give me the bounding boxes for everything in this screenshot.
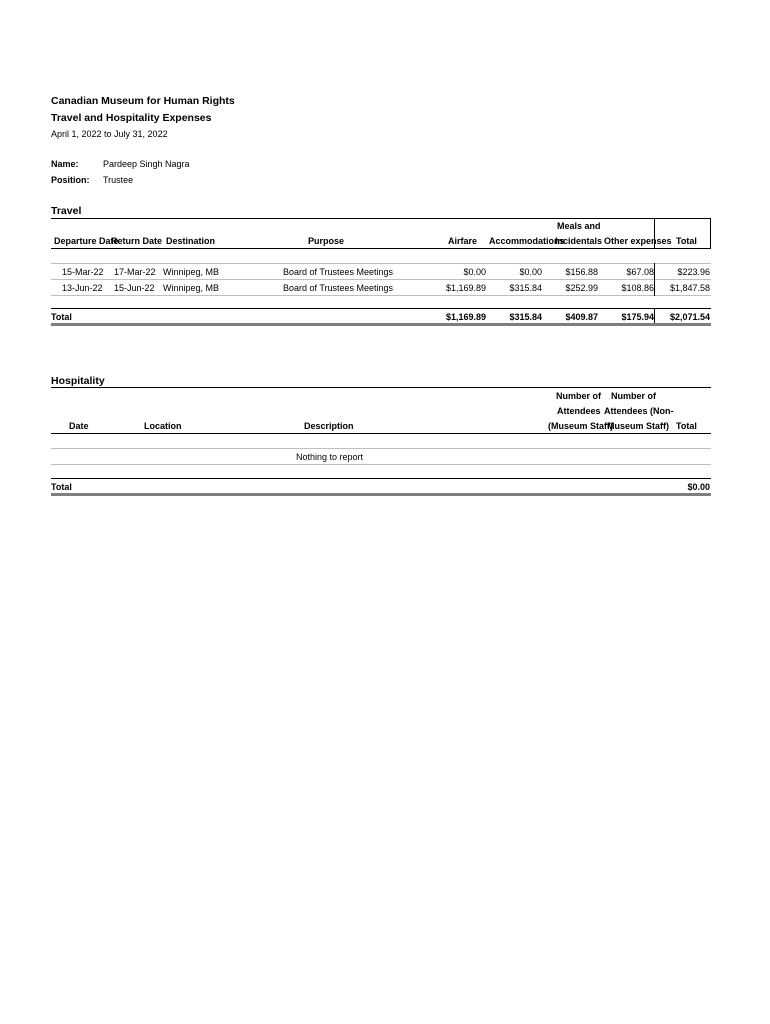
- travel-total-accommodations: $315.84: [509, 312, 542, 322]
- col-attendees-staff-1: Number of: [556, 391, 601, 401]
- travel-row-rule-2: [51, 279, 711, 280]
- name-label: Name:: [51, 159, 79, 169]
- hospitality-row-rule-2: [51, 464, 711, 465]
- col-other-expenses: Other expenses: [604, 236, 672, 246]
- travel-top-rule: [51, 218, 711, 219]
- col-date: Date: [69, 421, 89, 431]
- col-attendees-non-2: Attendees (Non-: [604, 406, 674, 416]
- col-meals-line2: Incidentals: [555, 236, 603, 246]
- row2-return: 15-Jun-22: [114, 283, 155, 293]
- hospitality-row-rule-1: [51, 448, 711, 449]
- hospitality-total-top-rule: [51, 478, 711, 479]
- col-purpose: Purpose: [308, 236, 345, 246]
- col-description: Description: [304, 421, 354, 431]
- report-title: Travel and Hospitality Expenses: [51, 112, 212, 124]
- travel-row-rule-3: [51, 295, 711, 296]
- travel-total-top-rule: [51, 308, 711, 309]
- travel-total-label: Total: [51, 312, 72, 322]
- hospitality-section-title: Hospitality: [51, 375, 105, 387]
- row2-destination: Winnipeg, MB: [163, 283, 220, 293]
- col-destination: Destination: [166, 236, 216, 246]
- col-attendees-non-1: Number of: [611, 391, 656, 401]
- col-airfare: Airfare: [448, 236, 478, 246]
- row1-purpose: Board of Trustees Meetings: [283, 267, 394, 277]
- col-hosp-total: Total: [676, 421, 697, 431]
- row2-accommodations: $315.84: [509, 283, 542, 293]
- row2-airfare: $1,169.89: [445, 283, 486, 293]
- col-total: Total: [676, 236, 697, 246]
- name-value: Pardeep Singh Nagra: [103, 159, 190, 169]
- position-value: Trustee: [103, 175, 134, 185]
- col-meals-line1: Meals and: [557, 221, 601, 231]
- hospitality-total-label: Total: [51, 482, 72, 492]
- travel-header-rule: [51, 248, 711, 249]
- col-attendees-staff-2: Attendees: [557, 406, 601, 416]
- hospitality-top-rule: [51, 387, 711, 388]
- row1-total: $223.96: [677, 267, 710, 277]
- col-attendees-staff-3: (Museum Staff): [548, 421, 613, 431]
- row1-other: $67.08: [626, 267, 654, 277]
- row2-meals: $252.99: [565, 283, 598, 293]
- hospitality-empty-message: Nothing to report: [296, 452, 364, 462]
- row1-return: 17-Mar-22: [114, 267, 156, 277]
- position-label: Position:: [51, 175, 90, 185]
- row1-airfare: $0.00: [463, 267, 486, 277]
- travel-total-airfare: $1,169.89: [445, 312, 486, 322]
- col-location: Location: [144, 421, 182, 431]
- row1-accommodations: $0.00: [519, 267, 542, 277]
- col-departure-date: Departure Date: [54, 236, 119, 246]
- hospitality-total-value: $0.00: [687, 482, 710, 492]
- travel-total-divider: [654, 308, 655, 324]
- travel-total-other: $175.94: [621, 312, 654, 322]
- report-period: April 1, 2022 to July 31, 2022: [51, 129, 168, 139]
- row2-departure: 13-Jun-22: [62, 283, 103, 293]
- travel-total-total: $2,071.54: [669, 312, 710, 322]
- travel-total-meals: $409.87: [565, 312, 598, 322]
- col-attendees-non-3: Museum Staff): [607, 421, 670, 431]
- row2-total: $1,847.58: [669, 283, 710, 293]
- travel-header-right-edge: [710, 218, 711, 248]
- col-accommodations: Accommodations: [489, 236, 565, 246]
- travel-section-title: Travel: [51, 205, 82, 217]
- row1-destination: Winnipeg, MB: [163, 267, 220, 277]
- row2-purpose: Board of Trustees Meetings: [283, 283, 394, 293]
- row1-meals: $156.88: [565, 267, 598, 277]
- row1-departure: 15-Mar-22: [62, 267, 104, 277]
- travel-body-divider: [654, 263, 655, 296]
- travel-row-rule-1: [51, 263, 711, 264]
- row2-other: $108.86: [621, 283, 654, 293]
- travel-double-rule: [51, 323, 711, 326]
- hospitality-double-rule: [51, 493, 711, 496]
- org-name: Canadian Museum for Human Rights: [51, 95, 235, 107]
- hospitality-header-rule: [51, 433, 711, 434]
- col-return-date: Return Date: [111, 236, 163, 246]
